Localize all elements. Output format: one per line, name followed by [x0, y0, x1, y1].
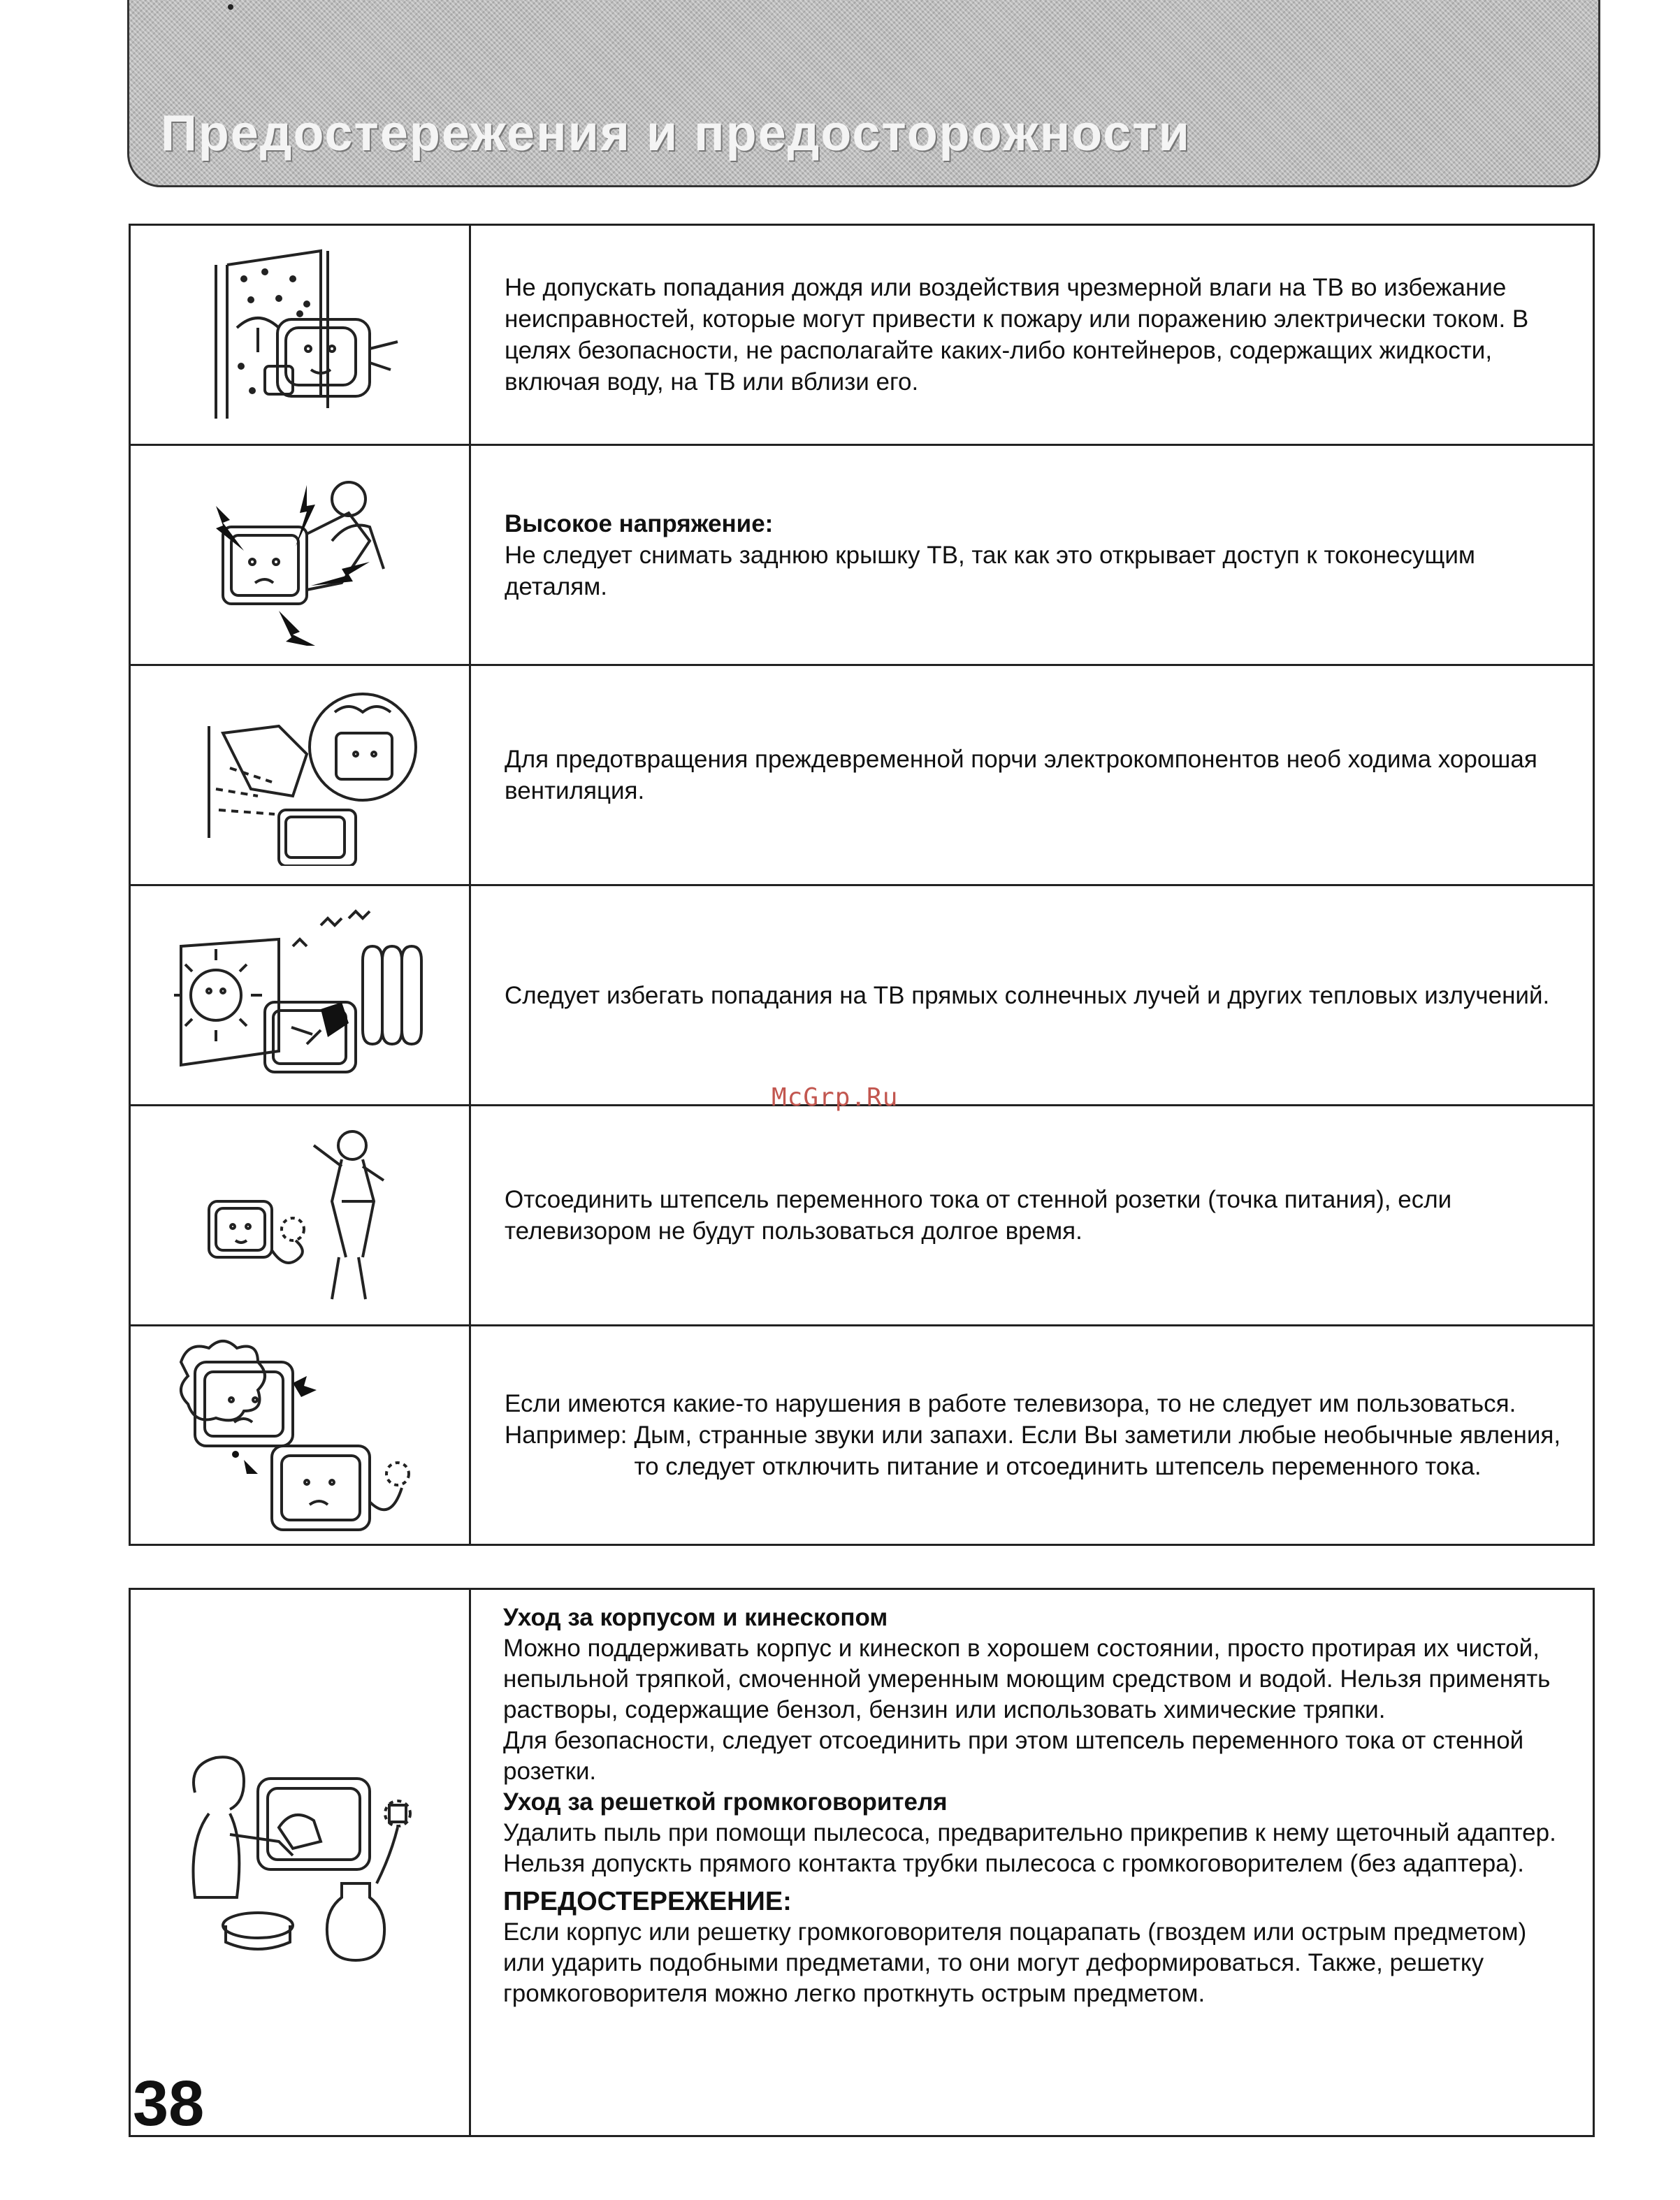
warning-text: Следует избегать попадания на ТВ прямых солнечных лучей и других тепловых излучений.: [505, 981, 1550, 1009]
caution-text: Если корпус или решетку громкоговорителя поцарапать (гвоздем или острым предметом) или ударить подобными предметами, то они могут деформироваться. Также, решетку громкоговорителя можно легко проткнуть острым предметом.: [503, 1918, 1527, 2007]
watermark: McGrp.Ru: [772, 1083, 899, 1112]
warning-row: [130, 885, 1594, 1106]
warning-row: [130, 225, 1594, 445]
warning-text-cell: [470, 1106, 1594, 1326]
caution-heading: ПРЕДОСТЕРЕЖЕНИЕ:: [503, 1887, 792, 1916]
warning-text: Если имеются какие-то нарушения в работе телевизора, то не следует им пользоваться.: [505, 1390, 1516, 1417]
tv-in-rain-icon: [188, 244, 412, 426]
warning-row: [130, 1326, 1594, 1545]
warning-text: Для предотвращения преждевременной порчи электрокомпонентов необ ходима хорошая вентиляция.: [505, 746, 1537, 804]
warning-illustration-cell: [130, 885, 470, 1106]
ventilation-icon: [181, 684, 419, 866]
safety-text: Для безопасности, следует отсоединить при этом штепсель переменного тока от стенной розетки.: [503, 1727, 1524, 1785]
speaker-heading: Уход за решеткой громкоговорителя: [503, 1788, 948, 1816]
warnings-table: [129, 224, 1595, 1546]
warning-row: [130, 445, 1594, 665]
unplug-woman-icon: [188, 1124, 412, 1306]
example-label: Например:: [505, 1421, 628, 1449]
warning-text-cell: [470, 225, 1594, 445]
warning-text: Не следует снимать заднюю крышку ТВ, так как это открывает доступ к токонесущим деталям.: [505, 541, 1475, 600]
speaker-text: Удалить пыль при помощи пылесоса, предварительно прикрепив к нему щеточный адаптер. Нельзя допускть прямого контакта трубки пылесоса с громкоговорителем (без адаптера).: [503, 1819, 1556, 1877]
warning-row: [130, 1106, 1594, 1326]
warning-illustration-cell: [130, 1326, 470, 1545]
care-table: [129, 1588, 1595, 2137]
warning-text: Отсоединить штепсель переменного тока от стенной розетки (точка питания), если телевизором не будут пользоваться долгое время.: [505, 1186, 1452, 1245]
page-number: 38: [133, 2068, 205, 2139]
woman-cleaning-tv-icon: [167, 1751, 433, 1974]
example-block: [505, 1419, 1565, 1482]
warning-row: [130, 665, 1594, 885]
cabinet-text: Можно поддерживать корпус и кинескоп в хорошем состоянии, просто протирая их чистой, непыльной тряпкой, смоченной умеренным моющим средством и водой. Нельзя применять растворы, содержащие бензол, бензин или использовать химические тряпки.: [503, 1635, 1551, 1723]
sun-heater-icon: [167, 904, 433, 1086]
warning-text-cell: [470, 885, 1594, 1106]
example-text: Дым, странные звуки или запахи. Если Вы заметили любые необычные явления, то следует отключить питание и отсоединить штепсель переменного тока.: [634, 1421, 1561, 1480]
page-title: Предостережения и предосторожности: [161, 106, 1191, 161]
warning-illustration-cell: [130, 225, 470, 445]
warning-text-cell: [470, 445, 1594, 665]
warning-text: Не допускать попадания дождя или воздействия чрезмерной влаги на ТВ во избежание неисправностей, которые могут привести к пожару или поражению электрически током. В целях безопасности, не располагайте каких-либо контейнеров, содержащих жидкости, включая воду, на ТВ или вблизи его.: [505, 274, 1529, 396]
high-voltage-icon: [188, 464, 412, 646]
warning-illustration-cell: [130, 665, 470, 885]
warning-text-cell: [470, 665, 1594, 885]
warning-text-cell: [470, 1326, 1594, 1545]
header-mark: [228, 4, 233, 10]
cabinet-heading: Уход за корпусом и кинескопом: [503, 1604, 888, 1631]
care-text-cell: [470, 1589, 1594, 2136]
warning-illustration-cell: [130, 1106, 470, 1326]
care-row: [130, 1589, 1594, 2136]
care-illustration-cell: [130, 1589, 470, 2136]
warning-heading: Высокое напряжение:: [505, 509, 774, 537]
warning-illustration-cell: [130, 445, 470, 665]
tv-malfunction-icon: [167, 1334, 433, 1537]
